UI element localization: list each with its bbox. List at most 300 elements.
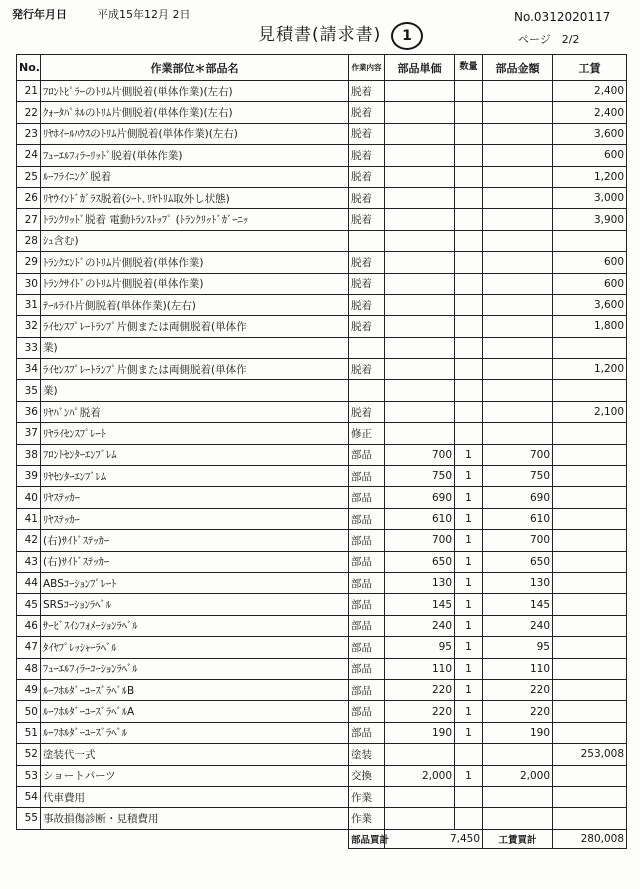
row-quantity (455, 166, 483, 187)
row-item-name: ﾃｰﾙﾗｲﾄ片側脱着(単体作業)(左右) (41, 294, 349, 315)
row-quantity (455, 230, 483, 251)
row-item-name: ﾘﾔｽﾃｯｶｰ (41, 508, 349, 529)
row-unit-price (385, 380, 455, 401)
row-work-type: 部品 (349, 572, 385, 593)
row-item-name: ﾄﾗﾝｸｻｲﾄﾞのﾄﾘﾑ片側脱着(単体作業) (41, 273, 349, 294)
row-number: 31 (17, 294, 41, 315)
row-quantity: 1 (455, 572, 483, 593)
table-row (17, 594, 627, 615)
column-header-no: No. (17, 55, 41, 81)
row-number: 50 (17, 701, 41, 722)
row-item-name: ABSｺｰｼｮﾝﾌﾟﾚｰﾄ (41, 572, 349, 593)
table-row (17, 145, 627, 166)
row-amount (483, 401, 553, 422)
row-unit-price: 130 (385, 572, 455, 593)
row-number: 38 (17, 444, 41, 465)
row-work-type: 脱着 (349, 316, 385, 337)
row-quantity: 1 (455, 637, 483, 658)
row-item-name: ﾘﾔﾎｲｰﾙﾊｳｽのﾄﾘﾑ片側脱着(単体作業)(左右) (41, 123, 349, 144)
column-header-amount: 部品金額 (483, 55, 553, 81)
row-item-name: ﾙｰﾌﾎﾙﾀﾞｰﾕｰｽﾞﾗﾍﾞﾙ (41, 722, 349, 743)
row-labor-cost (553, 508, 627, 529)
row-number: 40 (17, 487, 41, 508)
row-labor-cost (553, 786, 627, 807)
row-item-name: ﾗｲｾﾝｽﾌﾟﾚｰﾄﾗﾝﾌﾟ片側または両側脱着(単体作 (41, 316, 349, 337)
row-number: 48 (17, 658, 41, 679)
row-number: 39 (17, 466, 41, 487)
table-header-row (17, 55, 627, 81)
row-quantity (455, 273, 483, 294)
table-row (17, 701, 627, 722)
table-row (17, 187, 627, 208)
row-work-type: 部品 (349, 594, 385, 615)
row-item-name: SRSｺｰｼｮﾝﾗﾍﾞﾙ (41, 594, 349, 615)
row-item-name: ﾌｭｰｴﾙﾌｨﾗｰﾘｯﾄﾞ脱着(単体作業) (41, 145, 349, 166)
row-amount (483, 102, 553, 123)
totals-row (17, 829, 627, 848)
labor-total-label: 工賃買計 (483, 829, 553, 848)
row-labor-cost: 2,400 (553, 102, 627, 123)
row-labor-cost: 2,100 (553, 401, 627, 422)
row-item-name: ﾘﾔﾗｲｾﾝｽﾌﾟﾚｰﾄ (41, 423, 349, 444)
row-item-name: ﾌｭｰｴﾙﾌｨﾗｰｺｰｼｮﾝﾗﾍﾞﾙ (41, 658, 349, 679)
row-work-type: 部品 (349, 637, 385, 658)
column-header-name: 作業部位＊部品名 (41, 55, 349, 81)
row-number: 46 (17, 615, 41, 636)
row-quantity (455, 123, 483, 144)
row-quantity: 1 (455, 615, 483, 636)
row-amount (483, 786, 553, 807)
row-unit-price: 220 (385, 701, 455, 722)
row-labor-cost (553, 380, 627, 401)
row-amount: 145 (483, 594, 553, 615)
row-number: 32 (17, 316, 41, 337)
row-work-type: 脱着 (349, 209, 385, 230)
row-amount: 110 (483, 658, 553, 679)
row-number: 24 (17, 145, 41, 166)
row-labor-cost: 3,600 (553, 123, 627, 144)
table-row (17, 744, 627, 765)
parts-total-label: 部品買計 (349, 829, 385, 848)
row-work-type (349, 380, 385, 401)
column-header-kind: 作業内容 (349, 55, 385, 81)
row-item-name: ｼｭ含む) (41, 230, 349, 251)
row-labor-cost (553, 551, 627, 572)
table-row (17, 444, 627, 465)
table-row (17, 230, 627, 251)
row-item-name: ﾗｲｾﾝｽﾌﾟﾚｰﾄﾗﾝﾌﾟ片側または両側脱着(単体作 (41, 359, 349, 380)
row-quantity: 1 (455, 679, 483, 700)
totals-spacer (17, 829, 349, 848)
row-work-type: 脱着 (349, 252, 385, 273)
row-quantity (455, 423, 483, 444)
row-unit-price: 690 (385, 487, 455, 508)
table-row (17, 551, 627, 572)
row-number: 52 (17, 744, 41, 765)
row-number: 30 (17, 273, 41, 294)
table-row (17, 508, 627, 529)
row-labor-cost: 600 (553, 145, 627, 166)
table-row (17, 401, 627, 422)
row-number: 28 (17, 230, 41, 251)
table-row (17, 337, 627, 358)
row-item-name: 塗装代一式 (41, 744, 349, 765)
row-unit-price (385, 316, 455, 337)
row-amount: 95 (483, 637, 553, 658)
row-quantity (455, 145, 483, 166)
row-number: 34 (17, 359, 41, 380)
row-number: 43 (17, 551, 41, 572)
row-amount (483, 359, 553, 380)
row-amount: 610 (483, 508, 553, 529)
row-work-type: 脱着 (349, 294, 385, 315)
table-row (17, 530, 627, 551)
row-work-type: 脱着 (349, 187, 385, 208)
table-row (17, 166, 627, 187)
labor-total: 280,008 (553, 829, 627, 848)
row-amount (483, 808, 553, 829)
row-number: 26 (17, 187, 41, 208)
row-item-name: ﾙｰﾌﾎﾙﾀﾞｰﾕｰｽﾞﾗﾍﾞﾙA (41, 701, 349, 722)
row-number: 36 (17, 401, 41, 422)
row-labor-cost (553, 765, 627, 786)
page-badge: 1 (391, 22, 423, 50)
row-work-type: 脱着 (349, 359, 385, 380)
row-labor-cost: 3,600 (553, 294, 627, 315)
row-amount: 220 (483, 701, 553, 722)
row-quantity: 1 (455, 765, 483, 786)
row-number: 49 (17, 679, 41, 700)
row-unit-price: 95 (385, 637, 455, 658)
row-work-type: 部品 (349, 487, 385, 508)
row-amount: 2,000 (483, 765, 553, 786)
row-number: 53 (17, 765, 41, 786)
table-row (17, 808, 627, 829)
row-labor-cost (553, 701, 627, 722)
row-amount: 240 (483, 615, 553, 636)
row-item-name: ショートパーツ (41, 765, 349, 786)
row-labor-cost: 1,200 (553, 359, 627, 380)
row-quantity (455, 744, 483, 765)
row-work-type: 作業 (349, 786, 385, 807)
page-number: ページ 2/2 (518, 33, 580, 46)
row-work-type: 脱着 (349, 81, 385, 102)
row-number: 35 (17, 380, 41, 401)
document-number: No.0312020117 (514, 10, 611, 24)
row-work-type: 部品 (349, 466, 385, 487)
row-item-name: 業) (41, 337, 349, 358)
row-labor-cost (553, 337, 627, 358)
row-labor-cost: 600 (553, 273, 627, 294)
row-work-type: 脱着 (349, 102, 385, 123)
row-amount (483, 252, 553, 273)
row-number: 55 (17, 808, 41, 829)
row-labor-cost (553, 230, 627, 251)
row-work-type: 部品 (349, 658, 385, 679)
row-unit-price: 700 (385, 530, 455, 551)
row-quantity (455, 252, 483, 273)
row-amount: 130 (483, 572, 553, 593)
row-item-name: ﾄﾗﾝｸﾘｯﾄﾞ脱着 電動ﾄﾗﾝｽﾄｯﾌﾟ (ﾄﾗﾝｸﾘｯﾄﾞｶﾞｰﾆｯ (41, 209, 349, 230)
row-amount (483, 166, 553, 187)
row-unit-price (385, 337, 455, 358)
row-work-type: 部品 (349, 508, 385, 529)
row-item-name: ﾀｲﾔﾌﾟﾚｯｼｬｰﾗﾍﾞﾙ (41, 637, 349, 658)
column-header-labor: 工賃 (553, 55, 627, 81)
row-unit-price (385, 209, 455, 230)
row-unit-price (385, 102, 455, 123)
table-row (17, 102, 627, 123)
row-labor-cost (553, 808, 627, 829)
row-labor-cost: 1,800 (553, 316, 627, 337)
row-amount (483, 230, 553, 251)
row-quantity: 1 (455, 722, 483, 743)
row-number: 22 (17, 102, 41, 123)
row-labor-cost (553, 615, 627, 636)
row-quantity: 1 (455, 530, 483, 551)
issue-date-label: 発行年月日 (12, 8, 67, 21)
row-amount: 650 (483, 551, 553, 572)
row-unit-price (385, 359, 455, 380)
row-unit-price (385, 744, 455, 765)
row-labor-cost (553, 722, 627, 743)
row-quantity (455, 359, 483, 380)
row-unit-price (385, 273, 455, 294)
row-amount: 750 (483, 466, 553, 487)
row-quantity (455, 380, 483, 401)
row-quantity: 1 (455, 508, 483, 529)
row-unit-price (385, 187, 455, 208)
row-quantity (455, 209, 483, 230)
table-row (17, 359, 627, 380)
row-labor-cost: 253,008 (553, 744, 627, 765)
row-quantity (455, 786, 483, 807)
row-unit-price (385, 230, 455, 251)
row-work-type: 塗装 (349, 744, 385, 765)
row-unit-price: 2,000 (385, 765, 455, 786)
row-quantity: 1 (455, 701, 483, 722)
table-row (17, 466, 627, 487)
row-number: 21 (17, 81, 41, 102)
row-work-type: 交換 (349, 765, 385, 786)
row-quantity (455, 294, 483, 315)
row-unit-price: 700 (385, 444, 455, 465)
table-row (17, 81, 627, 102)
row-unit-price (385, 808, 455, 829)
row-work-type: 脱着 (349, 401, 385, 422)
row-quantity: 1 (455, 551, 483, 572)
row-unit-price: 145 (385, 594, 455, 615)
row-labor-cost: 1,200 (553, 166, 627, 187)
row-work-type (349, 337, 385, 358)
row-item-name: 事故損傷診断・見積費用 (41, 808, 349, 829)
row-number: 54 (17, 786, 41, 807)
row-item-name: (右)ｻｲﾄﾞｽﾃｯｶｰ (41, 530, 349, 551)
row-item-name: ﾘﾔｾﾝﾀｰｴﾝﾌﾞﾚﾑ (41, 466, 349, 487)
row-item-name: ﾘﾔｳｲﾝﾄﾞｶﾞﾗｽ脱着(ｼｰﾄ､ﾘﾔﾄﾘﾑ取外し状態) (41, 187, 349, 208)
row-labor-cost: 2,400 (553, 81, 627, 102)
row-labor-cost (553, 444, 627, 465)
row-unit-price (385, 423, 455, 444)
table-row (17, 572, 627, 593)
row-work-type: 脱着 (349, 166, 385, 187)
row-unit-price (385, 252, 455, 273)
row-number: 25 (17, 166, 41, 187)
row-item-name: 業) (41, 380, 349, 401)
row-number: 44 (17, 572, 41, 593)
row-labor-cost: 600 (553, 252, 627, 273)
row-unit-price (385, 81, 455, 102)
table-row (17, 765, 627, 786)
row-labor-cost (553, 572, 627, 593)
row-unit-price: 650 (385, 551, 455, 572)
row-labor-cost (553, 679, 627, 700)
row-quantity: 1 (455, 658, 483, 679)
row-item-name: ﾙｰﾌﾎﾙﾀﾞｰﾕｰｽﾞﾗﾍﾞﾙB (41, 679, 349, 700)
row-quantity (455, 187, 483, 208)
row-number: 27 (17, 209, 41, 230)
row-number: 51 (17, 722, 41, 743)
column-header-qty: 数量 (455, 55, 483, 81)
row-number: 33 (17, 337, 41, 358)
parts-total: 7,450 (385, 829, 483, 848)
row-amount (483, 744, 553, 765)
row-quantity: 1 (455, 594, 483, 615)
table-row (17, 316, 627, 337)
row-quantity (455, 81, 483, 102)
row-amount: 220 (483, 679, 553, 700)
row-number: 41 (17, 508, 41, 529)
row-number: 29 (17, 252, 41, 273)
column-header-unit-price: 部品単価 (385, 55, 455, 81)
row-labor-cost (553, 637, 627, 658)
row-number: 47 (17, 637, 41, 658)
row-unit-price (385, 166, 455, 187)
row-work-type: 部品 (349, 551, 385, 572)
row-labor-cost: 3,000 (553, 187, 627, 208)
row-unit-price (385, 145, 455, 166)
row-work-type: 部品 (349, 701, 385, 722)
table-row (17, 209, 627, 230)
table-row (17, 123, 627, 144)
row-number: 45 (17, 594, 41, 615)
table-row (17, 786, 627, 807)
document-title: 見積書(請求書) (258, 25, 382, 45)
row-unit-price: 110 (385, 658, 455, 679)
row-quantity: 1 (455, 466, 483, 487)
row-unit-price: 240 (385, 615, 455, 636)
row-amount (483, 145, 553, 166)
row-number: 23 (17, 123, 41, 144)
row-quantity: 1 (455, 444, 483, 465)
table-row (17, 615, 627, 636)
row-labor-cost (553, 487, 627, 508)
row-unit-price: 750 (385, 466, 455, 487)
row-work-type: 部品 (349, 530, 385, 551)
row-unit-price: 190 (385, 722, 455, 743)
table-row (17, 722, 627, 743)
row-unit-price (385, 401, 455, 422)
row-item-name: ﾄﾗﾝｸｴﾝﾄﾞのﾄﾘﾑ片側脱着(単体作業) (41, 252, 349, 273)
row-amount (483, 423, 553, 444)
row-number: 37 (17, 423, 41, 444)
row-work-type: 脱着 (349, 123, 385, 144)
row-labor-cost (553, 530, 627, 551)
row-amount: 700 (483, 530, 553, 551)
row-unit-price (385, 123, 455, 144)
row-item-name: ﾘﾔｽﾃｯｶｰ (41, 487, 349, 508)
row-item-name: ｸｫｰﾀﾊﾟﾈﾙのﾄﾘﾑ片側脱着(単体作業)(左右) (41, 102, 349, 123)
table-row (17, 380, 627, 401)
row-quantity (455, 337, 483, 358)
row-work-type (349, 230, 385, 251)
row-item-name: (右)ｻｲﾄﾞｽﾃｯｶｰ (41, 551, 349, 572)
row-work-type: 脱着 (349, 145, 385, 166)
row-quantity (455, 808, 483, 829)
row-quantity: 1 (455, 487, 483, 508)
row-work-type: 修正 (349, 423, 385, 444)
row-work-type: 脱着 (349, 273, 385, 294)
table-row (17, 658, 627, 679)
row-work-type: 部品 (349, 722, 385, 743)
table-row (17, 637, 627, 658)
row-amount (483, 123, 553, 144)
row-amount (483, 294, 553, 315)
row-work-type: 部品 (349, 615, 385, 636)
row-work-type: 作業 (349, 808, 385, 829)
row-item-name: ﾌﾛﾝﾄｾﾝﾀｰｴﾝﾌﾞﾚﾑ (41, 444, 349, 465)
row-amount: 700 (483, 444, 553, 465)
estimate-table (16, 54, 627, 849)
row-item-name: ｻｰﾋﾞｽｲﾝﾌｫﾒｰｼｮﾝﾗﾍﾞﾙ (41, 615, 349, 636)
row-amount (483, 380, 553, 401)
table-row (17, 273, 627, 294)
row-work-type: 部品 (349, 679, 385, 700)
table-row (17, 294, 627, 315)
row-unit-price: 220 (385, 679, 455, 700)
row-quantity (455, 102, 483, 123)
row-amount (483, 337, 553, 358)
row-labor-cost (553, 466, 627, 487)
row-labor-cost: 3,900 (553, 209, 627, 230)
row-amount (483, 316, 553, 337)
row-labor-cost (553, 594, 627, 615)
row-labor-cost (553, 658, 627, 679)
row-unit-price (385, 294, 455, 315)
issue-date: 平成15年12月 2日 (97, 8, 191, 21)
row-item-name: 代車費用 (41, 786, 349, 807)
row-unit-price: 610 (385, 508, 455, 529)
table-row (17, 487, 627, 508)
row-quantity (455, 316, 483, 337)
row-unit-price (385, 786, 455, 807)
row-item-name: ﾙｰﾌﾗｲﾆﾝｸﾞ脱着 (41, 166, 349, 187)
row-number: 42 (17, 530, 41, 551)
table-row (17, 679, 627, 700)
row-work-type: 部品 (349, 444, 385, 465)
row-quantity (455, 401, 483, 422)
row-labor-cost (553, 423, 627, 444)
row-amount (483, 273, 553, 294)
row-amount: 690 (483, 487, 553, 508)
table-row (17, 423, 627, 444)
row-item-name: ﾘﾔﾊﾞﾝﾊﾟ脱着 (41, 401, 349, 422)
row-amount: 190 (483, 722, 553, 743)
row-amount (483, 81, 553, 102)
row-item-name: ﾌﾛﾝﾄﾋﾟﾗｰのﾄﾘﾑ片側脱着(単体作業)(左右) (41, 81, 349, 102)
row-amount (483, 209, 553, 230)
table-row (17, 252, 627, 273)
